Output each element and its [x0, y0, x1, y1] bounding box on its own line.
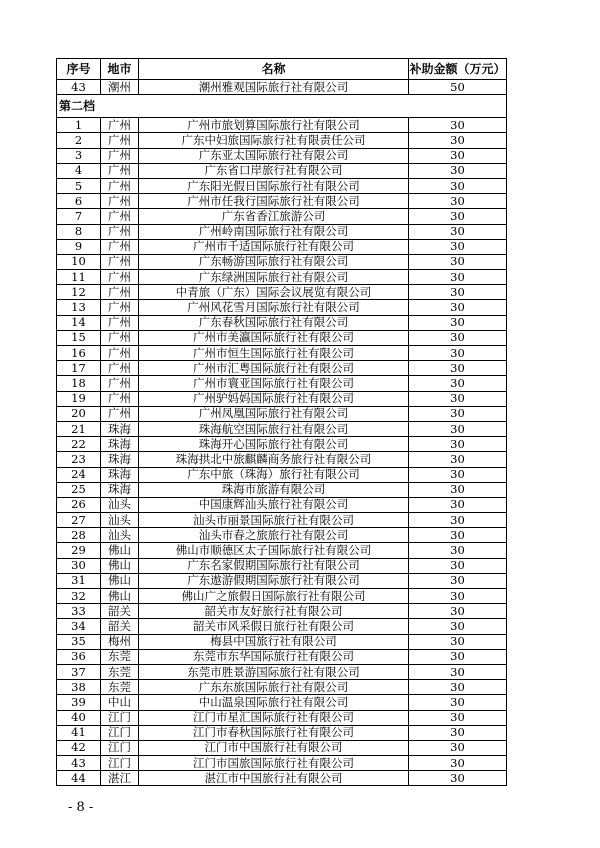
cell-no: 30 — [57, 558, 101, 573]
cell-amount: 30 — [409, 528, 507, 543]
cell-no: 25 — [57, 482, 101, 497]
table-row — [57, 634, 507, 649]
cell-name: 韶关市友好旅行社有限公司 — [139, 604, 409, 619]
table-row — [57, 133, 507, 148]
table-row — [57, 437, 507, 452]
cell-amount: 30 — [409, 604, 507, 619]
cell-name: 潮州雅观国际旅行社有限公司 — [139, 80, 409, 95]
cell-city: 佛山 — [101, 589, 139, 604]
cell-no: 27 — [57, 513, 101, 528]
table-row — [57, 330, 507, 345]
cell-name: 江门市星汇国际旅行社有限公司 — [139, 710, 409, 725]
cell-no: 36 — [57, 649, 101, 664]
cell-amount: 30 — [409, 573, 507, 588]
cell-no: 11 — [57, 270, 101, 285]
cell-no: 15 — [57, 330, 101, 345]
cell-city: 珠海 — [101, 437, 139, 452]
table-row — [57, 680, 507, 695]
header-amount: 补助金额（万元） — [409, 59, 507, 80]
cell-name: 江门市国旅国际旅行社有限公司 — [139, 756, 409, 771]
cell-amount: 30 — [409, 558, 507, 573]
table-row — [57, 497, 507, 512]
cell-no: 22 — [57, 437, 101, 452]
cell-amount: 30 — [409, 178, 507, 193]
cell-amount: 30 — [409, 315, 507, 330]
cell-no: 41 — [57, 725, 101, 740]
cell-name: 广东名家假期国际旅行社有限公司 — [139, 558, 409, 573]
cell-city: 潮州 — [101, 80, 139, 95]
cell-no: 19 — [57, 391, 101, 406]
cell-no: 6 — [57, 194, 101, 209]
cell-amount: 30 — [409, 361, 507, 376]
cell-name: 汕头市丽景国际旅行社有限公司 — [139, 513, 409, 528]
cell-name: 广州市任我行国际旅行社有限公司 — [139, 194, 409, 209]
cell-amount: 30 — [409, 330, 507, 345]
cell-name: 广东畅游国际旅行社有限公司 — [139, 254, 409, 269]
cell-name: 广州市旅划算国际旅行社有限公司 — [139, 118, 409, 133]
cell-name: 广东中旅（珠海）旅行社有限公司 — [139, 467, 409, 482]
cell-city: 珠海 — [101, 452, 139, 467]
cell-amount: 30 — [409, 710, 507, 725]
cell-no: 21 — [57, 421, 101, 436]
cell-city: 江门 — [101, 756, 139, 771]
cell-amount: 30 — [409, 740, 507, 755]
table-row — [57, 209, 507, 224]
cell-no: 16 — [57, 346, 101, 361]
cell-amount: 30 — [409, 771, 507, 786]
cell-amount: 30 — [409, 300, 507, 315]
cell-city: 广州 — [101, 361, 139, 376]
cell-name: 广东阳光假日国际旅行社有限公司 — [139, 178, 409, 193]
cell-city: 汕头 — [101, 528, 139, 543]
cell-city: 珠海 — [101, 467, 139, 482]
cell-no: 7 — [57, 209, 101, 224]
cell-city: 广州 — [101, 376, 139, 391]
cell-name: 广东中妇旅国际旅行社有限责任公司 — [139, 133, 409, 148]
cell-name: 珠海市旅游有限公司 — [139, 482, 409, 497]
cell-name: 东莞市胜景游国际旅行社有限公司 — [139, 664, 409, 679]
cell-name: 广东亚太国际旅行社有限公司 — [139, 148, 409, 163]
table-row — [57, 543, 507, 558]
cell-name: 珠海开心国际旅行社有限公司 — [139, 437, 409, 452]
cell-no: 28 — [57, 528, 101, 543]
cell-name: 珠海航空国际旅行社有限公司 — [139, 421, 409, 436]
cell-no: 35 — [57, 634, 101, 649]
cell-no: 39 — [57, 695, 101, 710]
cell-no: 1 — [57, 118, 101, 133]
cell-name: 佛山广之旅假日国际旅行社有限公司 — [139, 589, 409, 604]
table-row — [57, 285, 507, 300]
cell-name: 广东遨游假期国际旅行社有限公司 — [139, 573, 409, 588]
cell-amount: 30 — [409, 391, 507, 406]
cell-amount: 30 — [409, 148, 507, 163]
cell-city: 广州 — [101, 209, 139, 224]
table-row — [57, 467, 507, 482]
cell-name: 中山温泉国际旅行社有限公司 — [139, 695, 409, 710]
cell-name: 佛山市顺德区太子国际旅行社有限公司 — [139, 543, 409, 558]
cell-city: 广州 — [101, 148, 139, 163]
table-row — [57, 482, 507, 497]
cell-no: 40 — [57, 710, 101, 725]
cell-name: 广州凤凰国际旅行社有限公司 — [139, 406, 409, 421]
cell-amount: 30 — [409, 452, 507, 467]
table-row — [57, 239, 507, 254]
cell-amount: 30 — [409, 497, 507, 512]
cell-name: 江门市中国旅行社有限公司 — [139, 740, 409, 755]
cell-no: 10 — [57, 254, 101, 269]
cell-no: 32 — [57, 589, 101, 604]
cell-amount: 30 — [409, 437, 507, 452]
cell-no: 24 — [57, 467, 101, 482]
table-row — [57, 771, 507, 786]
section-label: 第二档 — [57, 95, 507, 118]
cell-amount: 30 — [409, 756, 507, 771]
cell-name: 广州风花雪月国际旅行社有限公司 — [139, 300, 409, 315]
cell-name: 广东绿洲国际旅行社有限公司 — [139, 270, 409, 285]
cell-no: 20 — [57, 406, 101, 421]
table-row — [57, 725, 507, 740]
cell-city: 中山 — [101, 695, 139, 710]
cell-name: 湛江市中国旅行社有限公司 — [139, 771, 409, 786]
cell-amount: 30 — [409, 346, 507, 361]
cell-no: 2 — [57, 133, 101, 148]
table-row — [57, 740, 507, 755]
cell-city: 广州 — [101, 406, 139, 421]
cell-amount: 30 — [409, 619, 507, 634]
table-header-row — [57, 59, 507, 80]
table-row — [57, 148, 507, 163]
cell-city: 广州 — [101, 315, 139, 330]
cell-city: 广州 — [101, 254, 139, 269]
cell-name: 珠海拱北中旅麒麟商务旅行社有限公司 — [139, 452, 409, 467]
cell-no: 29 — [57, 543, 101, 558]
table-row — [57, 452, 507, 467]
cell-amount: 30 — [409, 695, 507, 710]
cell-city: 广州 — [101, 270, 139, 285]
cell-amount: 30 — [409, 634, 507, 649]
table-row — [57, 604, 507, 619]
cell-amount: 30 — [409, 421, 507, 436]
cell-name: 广州市恒生国际旅行社有限公司 — [139, 346, 409, 361]
cell-name: 广州市寰亚国际旅行社有限公司 — [139, 376, 409, 391]
cell-name: 东莞市东华国际旅行社有限公司 — [139, 649, 409, 664]
table-row — [57, 406, 507, 421]
table-row — [57, 756, 507, 771]
table-row — [57, 346, 507, 361]
cell-amount: 30 — [409, 376, 507, 391]
cell-name: 广州市千适国际旅行社有限公司 — [139, 239, 409, 254]
cell-amount: 30 — [409, 406, 507, 421]
cell-city: 韶关 — [101, 604, 139, 619]
cell-amount: 30 — [409, 239, 507, 254]
cell-city: 广州 — [101, 391, 139, 406]
cell-no: 3 — [57, 148, 101, 163]
table-row — [57, 664, 507, 679]
cell-city: 江门 — [101, 740, 139, 755]
cell-name: 广州市美瀛国际旅行社有限公司 — [139, 330, 409, 345]
cell-name: 广东春秋国际旅行社有限公司 — [139, 315, 409, 330]
cell-no: 18 — [57, 376, 101, 391]
cell-city: 广州 — [101, 133, 139, 148]
cell-no: 43 — [57, 756, 101, 771]
table-row — [57, 589, 507, 604]
cell-city: 广州 — [101, 194, 139, 209]
cell-no: 17 — [57, 361, 101, 376]
cell-no: 5 — [57, 178, 101, 193]
cell-no: 8 — [57, 224, 101, 239]
cell-amount: 30 — [409, 194, 507, 209]
subsidy-table — [56, 58, 507, 786]
cell-name: 广州市汇粤国际旅行社有限公司 — [139, 361, 409, 376]
cell-no: 4 — [57, 163, 101, 178]
cell-no: 38 — [57, 680, 101, 695]
table-row — [57, 361, 507, 376]
table-row — [57, 649, 507, 664]
cell-name: 广东东旅国际旅行社有限公司 — [139, 680, 409, 695]
cell-amount: 30 — [409, 680, 507, 695]
cell-name: 中国康辉汕头旅行社有限公司 — [139, 497, 409, 512]
table-row — [57, 710, 507, 725]
cell-amount: 30 — [409, 270, 507, 285]
table-row — [57, 619, 507, 634]
cell-city: 佛山 — [101, 543, 139, 558]
cell-amount: 30 — [409, 118, 507, 133]
table-row — [57, 254, 507, 269]
cell-no: 23 — [57, 452, 101, 467]
table-row — [57, 194, 507, 209]
cell-amount: 50 — [409, 80, 507, 95]
table-row — [57, 118, 507, 133]
cell-amount: 30 — [409, 513, 507, 528]
header-city: 地市 — [101, 59, 139, 80]
cell-city: 东莞 — [101, 649, 139, 664]
cell-amount: 30 — [409, 163, 507, 178]
cell-city: 江门 — [101, 725, 139, 740]
cell-name: 韶关市风采假日旅行社有限公司 — [139, 619, 409, 634]
cell-name: 广东省香江旅游公司 — [139, 209, 409, 224]
table-row — [57, 695, 507, 710]
table-row — [57, 573, 507, 588]
cell-amount: 30 — [409, 209, 507, 224]
cell-city: 东莞 — [101, 664, 139, 679]
cell-city: 梅州 — [101, 634, 139, 649]
cell-amount: 30 — [409, 285, 507, 300]
cell-city: 韶关 — [101, 619, 139, 634]
table-row — [57, 315, 507, 330]
cell-no: 14 — [57, 315, 101, 330]
cell-city: 佛山 — [101, 558, 139, 573]
cell-no: 9 — [57, 239, 101, 254]
cell-city: 广州 — [101, 330, 139, 345]
cell-no: 42 — [57, 740, 101, 755]
cell-no: 33 — [57, 604, 101, 619]
cell-no: 44 — [57, 771, 101, 786]
cell-city: 广州 — [101, 285, 139, 300]
cell-name: 江门市春秋国际旅行社有限公司 — [139, 725, 409, 740]
cell-city: 珠海 — [101, 421, 139, 436]
cell-name: 广州驴妈妈国际旅行社有限公司 — [139, 391, 409, 406]
table-row — [57, 513, 507, 528]
cell-amount: 30 — [409, 467, 507, 482]
cell-amount: 30 — [409, 649, 507, 664]
cell-name: 广东省口岸旅行社有限公司 — [139, 163, 409, 178]
cell-name: 汕头市春之旅旅行社有限公司 — [139, 528, 409, 543]
cell-name: 梅县中国旅行社有限公司 — [139, 634, 409, 649]
table-row — [57, 224, 507, 239]
table-row — [57, 80, 507, 95]
cell-amount: 30 — [409, 224, 507, 239]
cell-city: 汕头 — [101, 513, 139, 528]
cell-no: 12 — [57, 285, 101, 300]
cell-city: 广州 — [101, 118, 139, 133]
cell-name: 中青旅（广东）国际会议展览有限公司 — [139, 285, 409, 300]
cell-name: 广州岭南国际旅行社有限公司 — [139, 224, 409, 239]
table-row — [57, 178, 507, 193]
cell-city: 广州 — [101, 163, 139, 178]
table-row — [57, 528, 507, 543]
header-name: 名称 — [139, 59, 409, 80]
cell-no: 31 — [57, 573, 101, 588]
cell-amount: 30 — [409, 133, 507, 148]
table-row — [57, 300, 507, 315]
cell-city: 广州 — [101, 239, 139, 254]
cell-city: 广州 — [101, 224, 139, 239]
cell-amount: 30 — [409, 725, 507, 740]
cell-amount: 30 — [409, 482, 507, 497]
cell-no: 34 — [57, 619, 101, 634]
section-row — [57, 95, 507, 118]
cell-amount: 30 — [409, 254, 507, 269]
cell-city: 佛山 — [101, 573, 139, 588]
cell-amount: 30 — [409, 589, 507, 604]
cell-city: 珠海 — [101, 482, 139, 497]
table-row — [57, 163, 507, 178]
cell-no: 37 — [57, 664, 101, 679]
table-row — [57, 421, 507, 436]
page-number: - 8 - — [68, 800, 94, 815]
table-row — [57, 391, 507, 406]
cell-city: 东莞 — [101, 680, 139, 695]
table-row — [57, 558, 507, 573]
cell-city: 湛江 — [101, 771, 139, 786]
cell-city: 江门 — [101, 710, 139, 725]
cell-amount: 30 — [409, 543, 507, 558]
cell-no: 43 — [57, 80, 101, 95]
cell-amount: 30 — [409, 664, 507, 679]
cell-city: 广州 — [101, 178, 139, 193]
header-no: 序号 — [57, 59, 101, 80]
cell-city: 广州 — [101, 346, 139, 361]
cell-city: 广州 — [101, 300, 139, 315]
table-row — [57, 376, 507, 391]
table-row — [57, 270, 507, 285]
cell-city: 汕头 — [101, 497, 139, 512]
cell-no: 13 — [57, 300, 101, 315]
cell-no: 26 — [57, 497, 101, 512]
